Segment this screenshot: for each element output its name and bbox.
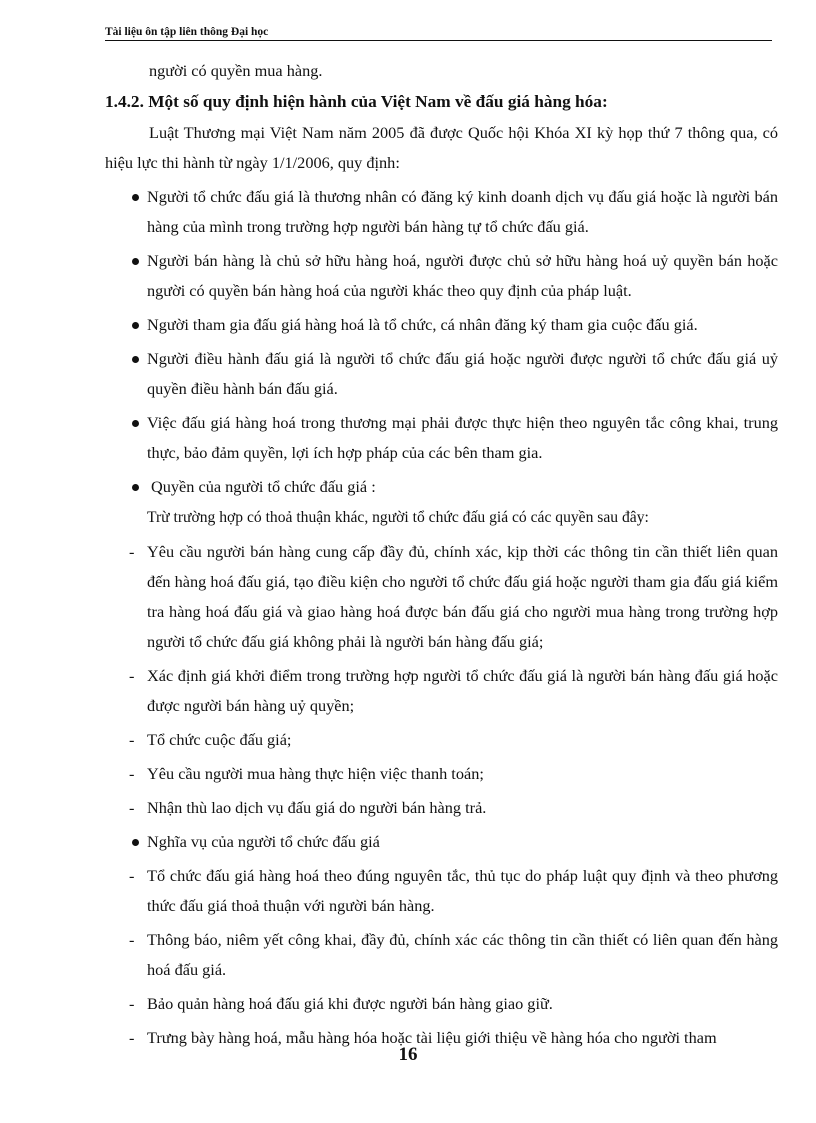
bullet-dot-icon <box>132 839 139 846</box>
bullet-text: Người tham gia đấu giá hàng hoá là tổ chức, cá nhân đăng ký tham gia cuộc đấu giá. <box>147 315 698 334</box>
bullet-dot-icon <box>132 484 139 491</box>
intro-paragraph: Luật Thương mại Việt Nam năm 2005 đã được Quốc hội Khóa XI kỳ họp thứ 7 thông qua, có hiệu lực thi hành từ ngày 1/1/2006, quy định: <box>105 123 778 172</box>
dash-text: Bảo quản hàng hoá đấu giá khi được người bán hàng giao giữ. <box>147 994 553 1013</box>
dash-text: Yêu cầu người bán hàng cung cấp đầy đủ, chính xác, kịp thời các thông tin cần thiết liên quan đến hàng hoá đấu giá, tạo điều kiện cho người tổ chức đấu giá hoặc người tham gia đấu giá kiểm tra hàng hoá đấu giá và giao hàng hoá được bán đấu giá cho người mua hàng trong trường hợp người tổ chức đấu giá không phải là người bán hàng đấu giá; <box>147 542 778 651</box>
bullet-dot-icon <box>132 356 139 363</box>
dash-marker: - <box>129 798 135 817</box>
dash-marker: - <box>129 730 135 749</box>
page-number: 16 <box>398 1044 418 1065</box>
dash-text: Yêu cầu người mua hàng thực hiện việc thanh toán; <box>147 764 484 783</box>
dash-marker: - <box>129 930 135 949</box>
dash-text: Tổ chức cuộc đấu giá; <box>147 730 292 749</box>
dash-item <box>105 793 778 823</box>
dash-marker: - <box>129 1028 135 1047</box>
running-header: Tài liệu ôn tập liên thông Đại học <box>105 25 772 41</box>
dash-text: Trưng bày hàng hoá, mẫu hàng hóa hoặc tài liệu giới thiệu về hàng hóa cho người tham <box>147 1028 717 1047</box>
dash-item <box>105 759 778 789</box>
duties-bullet <box>105 827 778 857</box>
dash-item <box>105 537 778 657</box>
dash-item <box>105 861 778 921</box>
dash-item <box>105 725 778 755</box>
page-body <box>105 56 778 1053</box>
dash-marker: - <box>129 666 135 685</box>
dash-marker: - <box>129 542 135 561</box>
bullet-text: Người điều hành đấu giá là người tổ chức đấu giá hoặc người được người tổ chức đấu giá uỷ quyền điều hành bán đấu giá. <box>147 349 778 398</box>
bullet-item <box>105 246 778 306</box>
dash-item <box>105 661 778 721</box>
dash-item <box>105 925 778 985</box>
continuation-text: người có quyền mua hàng. <box>149 61 323 80</box>
bullet-text: Người tổ chức đấu giá là thương nhân có đăng ký kinh doanh dịch vụ đấu giá hoặc là người bán hàng của mình trong trường hợp người bán hàng tự tổ chức đấu giá. <box>147 187 778 236</box>
bullet-item <box>105 310 778 340</box>
rights-bullet <box>105 472 778 502</box>
bullet-item <box>105 182 778 242</box>
dash-text: Thông báo, niêm yết công khai, đầy đủ, chính xác các thông tin cần thiết có liên quan đến hàng hoá đấu giá. <box>147 930 778 979</box>
bullet-text: Người bán hàng là chủ sở hữu hàng hoá, người được chủ sở hữu hàng hoá uỷ quyền bán hoặc người có quyền bán hàng hoá của người khác theo quy định của pháp luật. <box>147 251 778 300</box>
dash-marker: - <box>129 866 135 885</box>
bullet-text: Nghĩa vụ của người tổ chức đấu giá <box>147 832 380 851</box>
dash-marker: - <box>129 994 135 1013</box>
bullet-dot-icon <box>132 194 139 201</box>
section-heading: 1.4.2. Một số quy định hiện hành của Việt Nam về đấu giá hàng hóa: <box>105 92 608 111</box>
dash-text: Tổ chức đấu giá hàng hoá theo đúng nguyên tắc, thủ tục do pháp luật quy định và theo phương thức đấu giá thoả thuận với người bán hàng. <box>147 866 778 915</box>
bullet-dot-icon <box>132 420 139 427</box>
dash-marker: - <box>129 764 135 783</box>
bullet-text: Quyền của người tổ chức đấu giá : <box>151 477 376 496</box>
dash-text: Xác định giá khởi điểm trong trường hợp người tổ chức đấu giá là người bán hàng đấu giá hoặc được người bán hàng uỷ quyền; <box>147 666 778 715</box>
bullet-dot-icon <box>132 258 139 265</box>
rights-intro <box>105 502 778 533</box>
bullet-text: Việc đấu giá hàng hoá trong thương mại phải được thực hiện theo nguyên tắc công khai, trung thực, bảo đảm quyền, lợi ích hợp pháp của các bên tham gia. <box>147 413 778 462</box>
bullet-item <box>105 408 778 468</box>
dash-text: Nhận thù lao dịch vụ đấu giá do người bán hàng trả. <box>147 798 487 817</box>
bullet-item <box>105 344 778 404</box>
rights-intro-text: Trừ trường hợp có thoả thuận khác, người tổ chức đấu giá có các quyền sau đây: <box>147 509 649 526</box>
dash-item <box>105 989 778 1019</box>
bullet-dot-icon <box>132 322 139 329</box>
